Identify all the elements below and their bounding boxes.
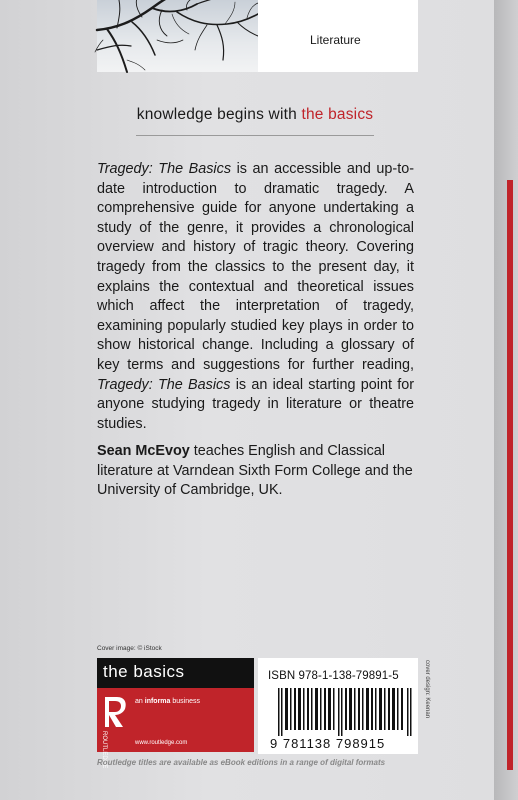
book-title-italic: Tragedy: The Basics (97, 161, 232, 177)
author-bio-text: teaches English and Classical literature at Varndean Sixth Form College and the University of Cambridge, UK. (97, 443, 413, 499)
publisher-url: www.routledge.com (135, 740, 188, 746)
informa-line (135, 698, 200, 705)
informa-brand: informa (144, 698, 171, 705)
red-accent-stripe (507, 180, 513, 770)
cover-design-credit: cover design: Keenan (424, 660, 430, 719)
description-part-2: is an ideal starting point for anyone studying tragedy in literature or theatre studies. (97, 376, 415, 432)
tagline-highlight: the basics (301, 106, 374, 123)
divider-rule (136, 135, 374, 136)
description-part-1: is an accessible and up-to-date introduction to dramatic tragedy. A comprehensive guide for anyone undertaking a study of the genre, it provides a chronological overview and history of tragic theory. Covering tragedy from the classics to the present day, it explains the contextual and theoretical issues which affect the interpretation of tragedy, examining popularly studied key plays in order to show historical change. Including a glossary of key terms and suggestions for further reading, (97, 161, 414, 373)
book-title-italic: Tragedy: The Basics (97, 376, 231, 393)
barcode-image (278, 688, 413, 736)
tree-branches-image (97, 0, 258, 72)
subject-box (258, 0, 418, 72)
cover-image-credit: Cover image: © iStock (97, 645, 162, 652)
routledge-logo (99, 693, 133, 769)
series-name: the basics (103, 662, 185, 681)
routledge-wordmark: ROUTLEDGE (101, 731, 107, 769)
barcode-number: 9 781138 798915 (270, 736, 386, 751)
ebook-notice: Routledge titles are available as eBook editions in a range of digital formats (97, 758, 386, 767)
series-tagline (0, 106, 510, 124)
isbn-label: ISBN 978-1-138-79891-5 (268, 670, 399, 682)
informa-prefix: an (135, 698, 143, 705)
author-name: Sean McEvoy (97, 443, 190, 459)
author-bio (97, 442, 417, 501)
subject-label: Literature (310, 33, 361, 47)
informa-suffix: business (172, 698, 201, 705)
tagline-prefix: knowledge begins with (136, 106, 297, 123)
cover-photo-trees (97, 0, 258, 72)
book-description (97, 160, 414, 434)
series-logo-box (97, 658, 254, 688)
barcode-box (258, 658, 418, 754)
